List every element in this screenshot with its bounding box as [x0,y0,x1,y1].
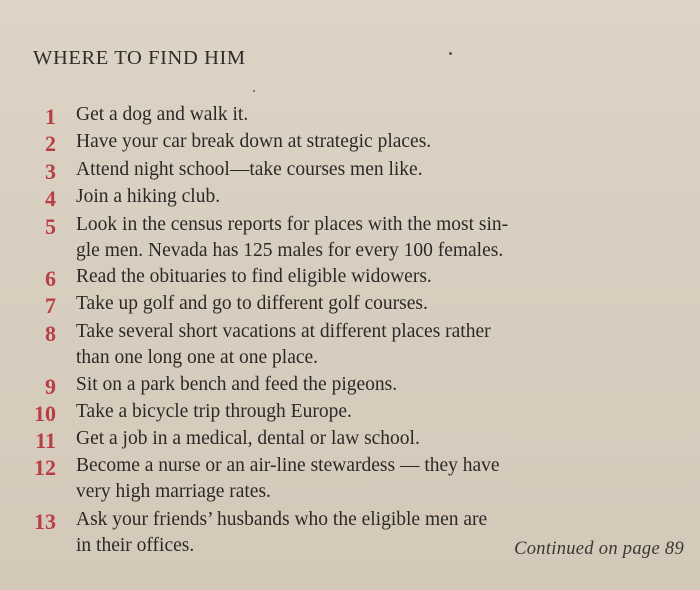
item-text-line: Read the obituaries to find eligible widowers. [76,266,432,287]
item-text-line: gle men. Nevada has 125 males for every 100 females. [76,240,504,261]
item-text-line: Have your car break down at strategic places. [76,131,432,152]
item-text-line: Get a job in a medical, dental or law school. [76,428,420,449]
item-number: 10 [34,401,56,426]
item-text-line: very high marriage rates. [76,481,271,502]
item-number: 13 [34,509,56,534]
item-text-line: Become a nurse or an air-line stewardess — they have [76,455,500,476]
item-number: 5 [45,214,56,239]
item-text-line: Join a hiking club. [76,186,221,207]
continued-note: Continued on page 89 [514,539,684,559]
item-text-line: than one long one at one place. [76,347,319,368]
item-text-line: Look in the census reports for places with the most sin- [76,214,509,235]
item-text-line: Sit on a park bench and feed the pigeons. [76,374,398,395]
item-number: 11 [35,428,56,453]
item-text-line: Attend night school—take courses men like. [76,159,423,180]
item-number: 4 [45,186,56,211]
item-number: 3 [45,159,56,184]
item-text-line: Take several short vacations at different places rather [76,321,491,342]
item-text-line: Get a dog and walk it. [76,104,249,125]
item-text-line: Ask your friends’ husbands who the eligible men are [76,509,488,530]
paper-speck [253,90,255,92]
item-number: 12 [34,455,56,480]
item-number: 8 [45,321,56,346]
item-number: 6 [45,266,56,291]
paper-speck [449,52,452,55]
item-text-line: Take a bicycle trip through Europe. [76,401,352,422]
item-number: 2 [45,131,56,156]
item-text-line: in their offices. [76,535,195,556]
item-number: 7 [45,293,56,318]
item-number: 1 [45,104,56,129]
section-heading: WHERE TO FIND HIM [33,47,246,69]
item-number: 9 [45,374,56,399]
item-text-line: Take up golf and go to different golf courses. [76,293,428,314]
